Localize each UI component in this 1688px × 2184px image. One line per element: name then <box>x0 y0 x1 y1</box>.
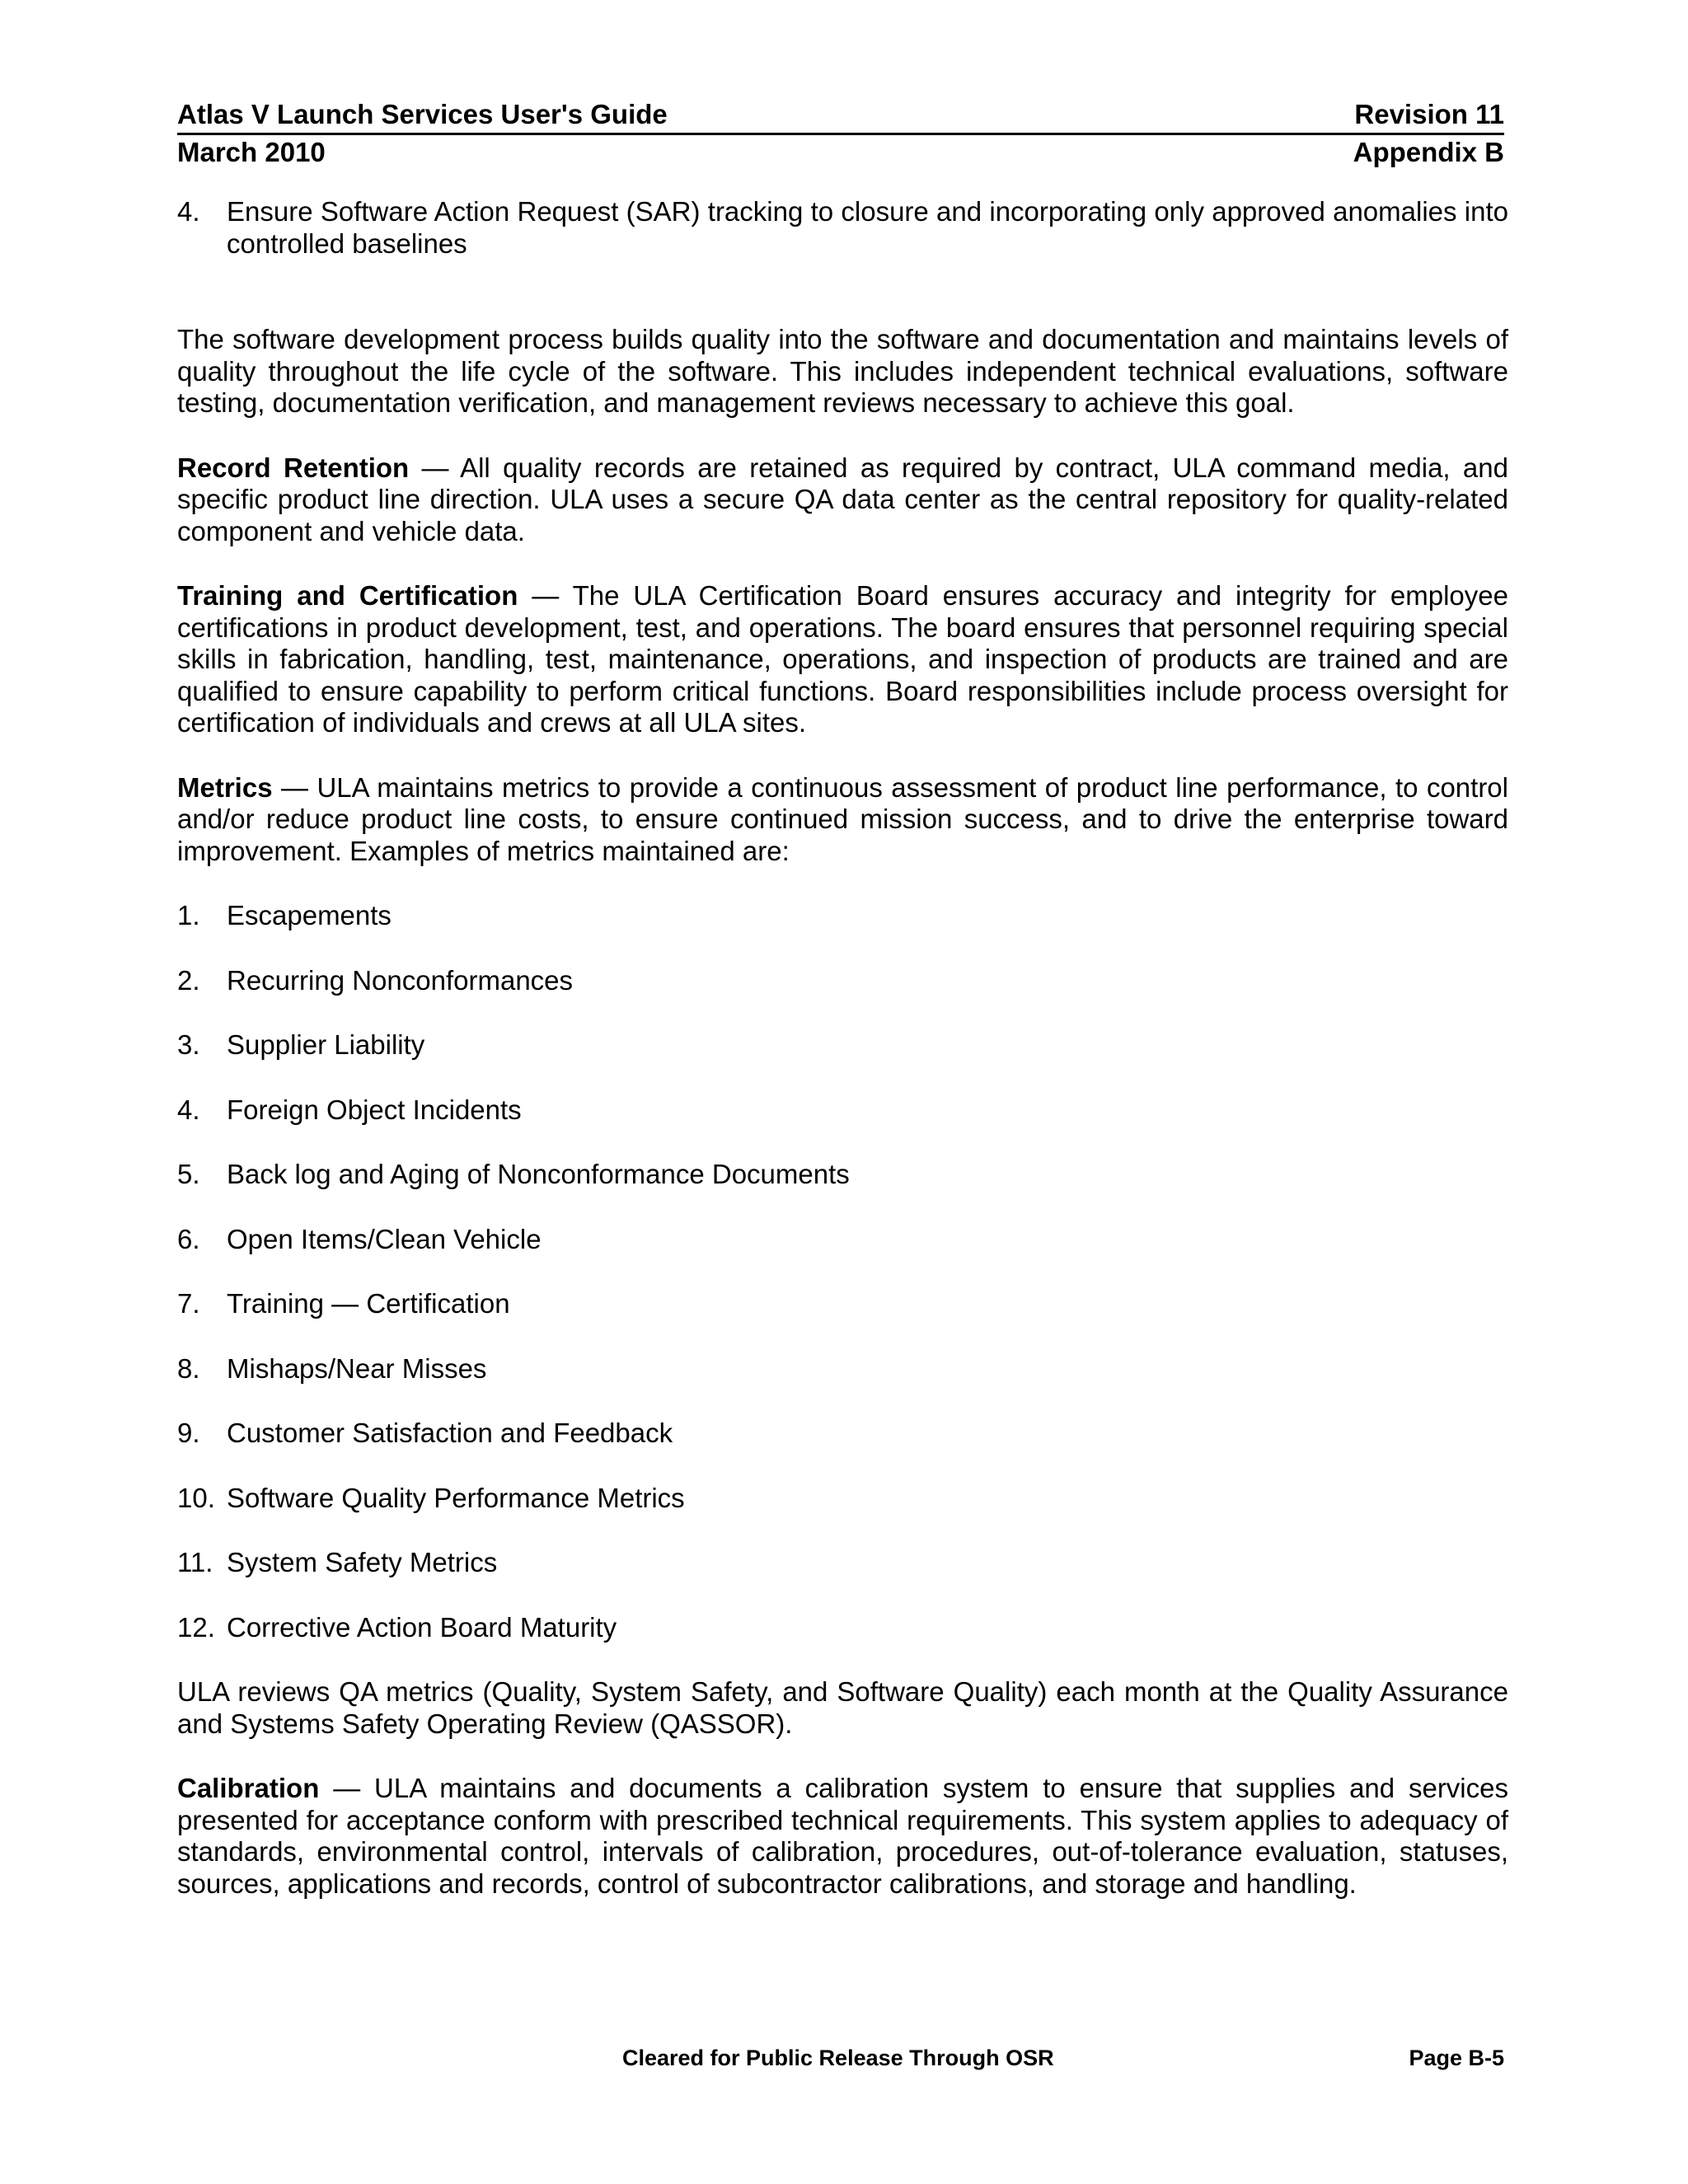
appendix-label: Appendix B <box>1353 137 1504 167</box>
paragraph-metrics <box>177 772 1508 868</box>
revision-label: Revision 11 <box>1354 99 1504 129</box>
list-text: Corrective Action Board Maturity <box>227 1611 617 1643</box>
list-number: 6. <box>177 1223 200 1254</box>
list-item <box>177 1547 1508 1579</box>
document-date: March 2010 <box>177 137 326 167</box>
page-header <box>177 97 1504 169</box>
list-item <box>177 1418 1508 1450</box>
list-number: 3. <box>177 1029 200 1060</box>
paragraph-training <box>177 580 1508 739</box>
body-metrics: — ULA maintains metrics to provide a continuous assessment of product line performance, to control and/or reduce product line costs, to ensure continued mission success, and to drive the enterprise toward improvement. Examples of metrics maintained are: <box>177 771 1508 866</box>
list-item-sar <box>177 196 1508 260</box>
list-number: 5. <box>177 1159 200 1189</box>
page-body <box>177 196 1508 1900</box>
list-text: Customer Satisfaction and Feedback <box>227 1418 673 1448</box>
list-item <box>177 1353 1508 1385</box>
heading-metrics: Metrics <box>177 771 273 803</box>
paragraph-calibration <box>177 1773 1508 1900</box>
body-training: — The ULA Certification Board ensures accuracy and integrity for employee certifications in product development, test, and operations. The board ensures that personnel requiring special skills in fabrication, handling, test, maintenance, operations, and inspection of products are trained and are qualified to ensure capability to perform critical functions. Board responsibilities include process oversight for certification of individuals and crews at all ULA sites. <box>177 580 1508 738</box>
list-number: 4. <box>177 196 200 227</box>
list-number: 11. <box>177 1547 213 1577</box>
list-item <box>177 1288 1508 1320</box>
list-number: 12. <box>177 1611 215 1643</box>
list-number: 9. <box>177 1418 200 1448</box>
list-item <box>177 1483 1508 1515</box>
list-number: 1. <box>177 900 200 930</box>
list-text: Software Quality Performance Metrics <box>227 1482 685 1513</box>
list-text: Training — Certification <box>227 1288 510 1319</box>
list-number: 8. <box>177 1352 200 1384</box>
list-item <box>177 1224 1508 1256</box>
paragraph-software-development: The software development process builds quality into the software and documentation and maintains levels of quality throughout the life cycle of the software. This includes independent technical evaluations, software testing, documentation verification, and management reviews necessary to achieve this goal. <box>177 324 1508 418</box>
list-item <box>177 965 1508 997</box>
header-row-top <box>177 97 1504 135</box>
metrics-list <box>177 900 1508 1643</box>
list-item <box>177 1029 1508 1062</box>
list-item <box>177 1094 1508 1127</box>
list-number: 4. <box>177 1094 200 1125</box>
list-text: Recurring Nonconformances <box>227 964 574 996</box>
list-number: 10. <box>177 1482 215 1513</box>
list-text: Escapements <box>227 900 392 930</box>
list-text: Open Items/Clean Vehicle <box>227 1223 542 1254</box>
header-row-bottom <box>177 135 1504 169</box>
list-text: Back log and Aging of Nonconformance Documents <box>227 1159 850 1189</box>
document-title: Atlas V Launch Services User's Guide <box>177 99 668 129</box>
list-text: Supplier Liability <box>227 1029 425 1060</box>
heading-training: Training and Certification <box>177 580 518 611</box>
release-notice: Cleared for Public Release Through OSR <box>622 2046 1054 2070</box>
body-record-retention: — All quality records are retained as required by contract, ULA command media, and specific product line direction. ULA uses a secure QA data center as the central repository for quality-related component and vehicle data. <box>177 452 1508 546</box>
paragraph-qa-reviews: ULA reviews QA metrics (Quality, System Safety, and Software Quality) each month at the Quality Assurance and Systems Safety Operating Review (QASSOR). <box>177 1676 1508 1739</box>
page-number: Page B-5 <box>1409 2046 1504 2070</box>
list-item <box>177 1159 1508 1191</box>
list-text: System Safety Metrics <box>227 1547 498 1577</box>
list-text: Ensure Software Action Request (SAR) tracking to closure and incorporating only approved anomalies into controlled baselines <box>227 196 1508 259</box>
list-number: 2. <box>177 964 200 996</box>
list-item <box>177 900 1508 932</box>
list-text: Foreign Object Incidents <box>227 1094 522 1125</box>
list-text: Mishaps/Near Misses <box>227 1352 487 1384</box>
heading-record-retention: Record Retention <box>177 452 410 483</box>
body-calibration: — ULA maintains and documents a calibration system to ensure that supplies and services presented for acceptance conform with prescribed technical requirements. This system applies to adequacy of standards, environmental control, intervals of calibration, procedures, out-of-tolerance evaluation, statuses, sources, applications and records, control of subcontractor calibrations, and storage and handling. <box>177 1773 1508 1899</box>
paragraph-record-retention <box>177 452 1508 548</box>
heading-calibration: Calibration <box>177 1773 320 1803</box>
list-item <box>177 1612 1508 1644</box>
list-number: 7. <box>177 1288 200 1319</box>
